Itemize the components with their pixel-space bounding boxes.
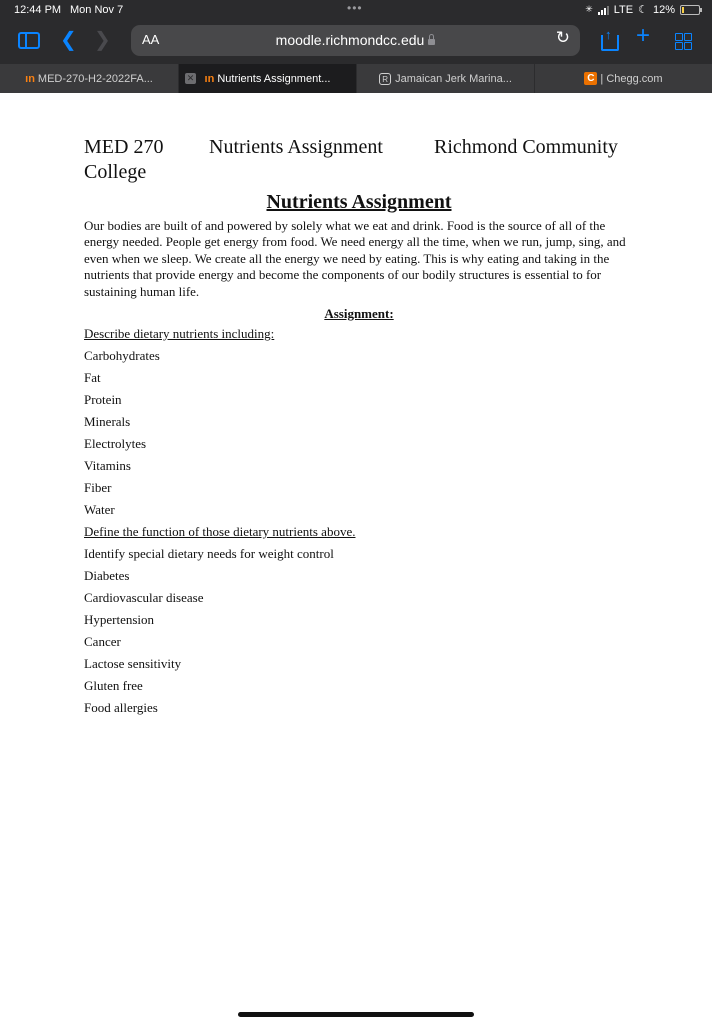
list-item-nutrient: Fiber [84, 480, 112, 496]
tab-bar [0, 64, 712, 93]
forward-chevron-icon[interactable]: ❯ [94, 29, 111, 51]
url-text: moodle.richmondcc.edu [275, 32, 425, 48]
network-label: LTE [613, 3, 634, 16]
describe-heading: Describe dietary nutrients including: [84, 326, 275, 342]
college-name-line2: College [84, 161, 147, 183]
course-code: MED 270 [84, 136, 164, 158]
list-item-nutrient: Carbohydrates [84, 348, 160, 364]
status-indicators [585, 3, 700, 16]
browser-chrome [0, 0, 712, 93]
moodle-icon: ın [25, 72, 35, 85]
list-item-nutrient: Fat [84, 370, 101, 386]
status-date: Mon Nov 7 [70, 4, 124, 16]
assignment-list [84, 323, 634, 719]
home-indicator[interactable] [238, 1012, 474, 1017]
sidebar-toggle-icon[interactable] [18, 32, 40, 49]
back-chevron-icon[interactable]: ❮ [60, 29, 77, 51]
status-time: 12:44 PM [14, 4, 62, 16]
list-item-condition: Diabetes [84, 568, 130, 584]
browser-toolbar [0, 22, 712, 62]
multitasking-dots-icon[interactable]: ••• [347, 1, 363, 15]
define-heading: Define the function of those dietary nutrients above. [84, 524, 356, 540]
location-icon: ✳ [585, 4, 593, 14]
college-name-line1: Richmond Community [434, 136, 618, 158]
battery-icon [680, 5, 700, 15]
tab-med-270[interactable] [0, 64, 178, 93]
list-item-nutrient: Minerals [84, 414, 131, 430]
new-tab-plus-icon[interactable]: + [636, 22, 651, 49]
tab-label: Nutrients Assignment... [217, 72, 331, 85]
battery-percent: 12% [652, 3, 675, 16]
tab-label: MED-270-H2-2022FA... [37, 72, 153, 85]
text-size-button[interactable]: AA [142, 32, 160, 47]
tab-jamaican-jerk[interactable] [356, 64, 534, 93]
intro-paragraph: Our bodies are built of and powered by solely what we eat and drink. Food is the source of all of the energy needed. People get energy from food. We need energy all the time, when we run, jump, sing, and even when we sleep. We create all the energy we need by eating. This is why eating and taking in the nutrients that provide energy and become the components of our bodily structures is essential to for sustaining human life. [84, 218, 626, 299]
list-item-nutrient: Water [84, 502, 115, 518]
assignment-document [84, 135, 634, 719]
tab-label: Jamaican Jerk Marina... [395, 72, 512, 85]
tab-nutrients-assignment[interactable] [178, 64, 356, 93]
moon-icon: ☾ [638, 4, 648, 16]
tab-overview-icon[interactable] [675, 33, 693, 51]
reload-icon[interactable]: ↻ [555, 28, 570, 47]
r-site-icon: R [379, 73, 391, 85]
chegg-icon: C [584, 72, 597, 85]
assignment-heading: Assignment: [324, 306, 394, 322]
list-item-condition: Cardiovascular disease [84, 590, 204, 606]
tab-label: | Chegg.com [600, 72, 663, 85]
tab-chegg[interactable] [534, 64, 712, 93]
page-title: Nutrients Assignment [266, 191, 452, 213]
url-field[interactable] [131, 32, 580, 48]
list-item-condition: Lactose sensitivity [84, 656, 182, 672]
moodle-icon: ın [204, 72, 215, 85]
list-item-condition: Gluten free [84, 678, 143, 694]
list-item-nutrient: Protein [84, 392, 122, 408]
lock-icon [428, 39, 435, 45]
address-bar[interactable] [131, 25, 580, 56]
list-item-nutrient: Electrolytes [84, 436, 147, 452]
list-item-condition: Food allergies [84, 700, 158, 716]
status-bar [0, 0, 712, 22]
list-item-condition: Cancer [84, 634, 121, 650]
special-needs-heading: Identify special dietary needs for weight control [84, 546, 334, 562]
list-item-condition: Hypertension [84, 612, 155, 628]
signal-icon [598, 5, 609, 15]
document-header [84, 135, 634, 185]
close-tab-icon[interactable]: ✕ [186, 73, 195, 83]
list-item-nutrient: Vitamins [84, 458, 131, 474]
share-arrow-icon[interactable]: ↑ [605, 27, 612, 42]
header-assignment-name: Nutrients Assignment [209, 136, 383, 158]
